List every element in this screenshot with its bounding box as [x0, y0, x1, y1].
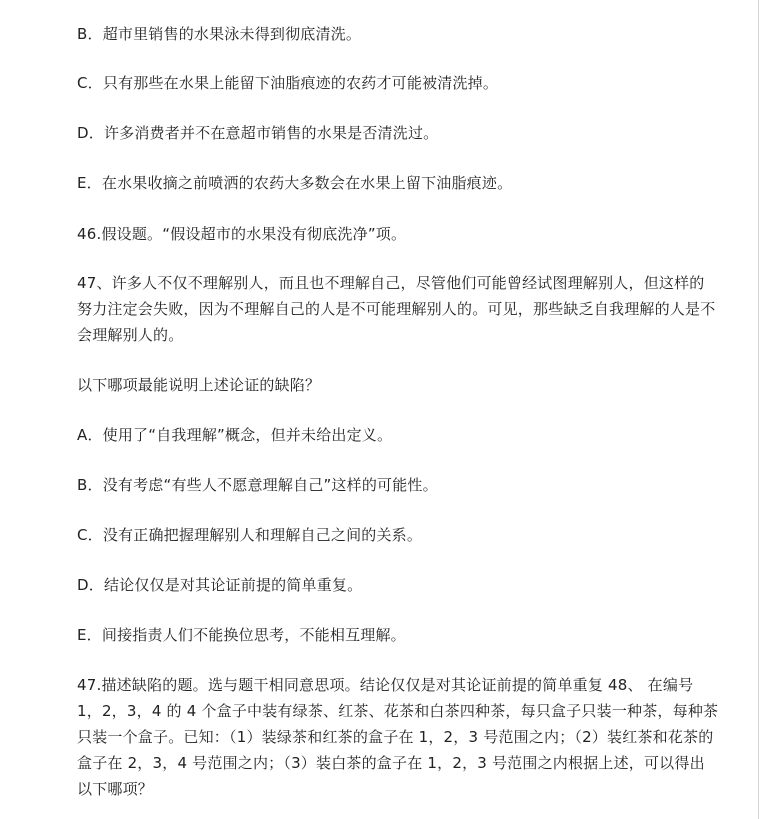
q47-option-d: D．结论仅仅是对其论证前提的简单重复。: [77, 576, 363, 594]
q46-answer: 46.假设题。“假设超市的水果没有彻底洗净”项。: [77, 225, 407, 243]
q47-stem-text: 47、许多人不仅不理解别人，而且也不理解自己，尽管他们可能曾经试图理解别人，但这样的努力注定会失败，因为不理解自己的人是不可能理解别人的。可见，那些缺乏自我理解的人是不会理解别人的。: [77, 274, 716, 344]
q47-option-a: A．使用了“自我理解”概念，但并未给出定义。: [77, 426, 393, 444]
q45-option-d: D．许多消费者并不在意超市销售的水果是否清洗过。: [77, 124, 439, 142]
q47-question: 以下哪项最能说明上述论证的缺陷？: [77, 376, 321, 394]
q47-answer-q48: [47, 672, 719, 802]
q47-answer-q48-text: 47.描述缺陷的题。选与题干相同意思项。结论仅仅是对其论证前提的简单重复 48、 在编号 1，2，3，4 的 4 个盒子中装有绿茶、红茶、花茶和白茶四种茶，每只盒子只装一种茶，每种茶只装一个盒子。已知：（1）装绿茶和红茶的盒子在 1，2，3 号范围之内；（2）装红茶和花茶的盒子在 2，3，4 号范围之内；（3）装白茶的盒子在 1，2，3 号范围之内根据上述，可以得出以下哪项？: [77, 676, 719, 798]
q45-option-e: E．在水果收摘之前喷洒的农药大多数会在水果上留下油脂痕迹。: [77, 174, 513, 192]
q47-stem: [47, 270, 719, 348]
q45-option-c: C．只有那些在水果上能留下油脂痕迹的农药才可能被清洗掉。: [77, 74, 499, 92]
q47-option-c: C．没有正确把握理解别人和理解自己之间的关系。: [77, 526, 423, 544]
q45-option-b: B．超市里销售的水果泳未得到彻底清洗。: [77, 25, 362, 43]
q47-option-e: E．间接指责人们不能换位思考，不能相互理解。: [77, 626, 406, 644]
q47-option-b: B．没有考虑“有些人不愿意理解自己”这样的可能性。: [77, 476, 438, 494]
